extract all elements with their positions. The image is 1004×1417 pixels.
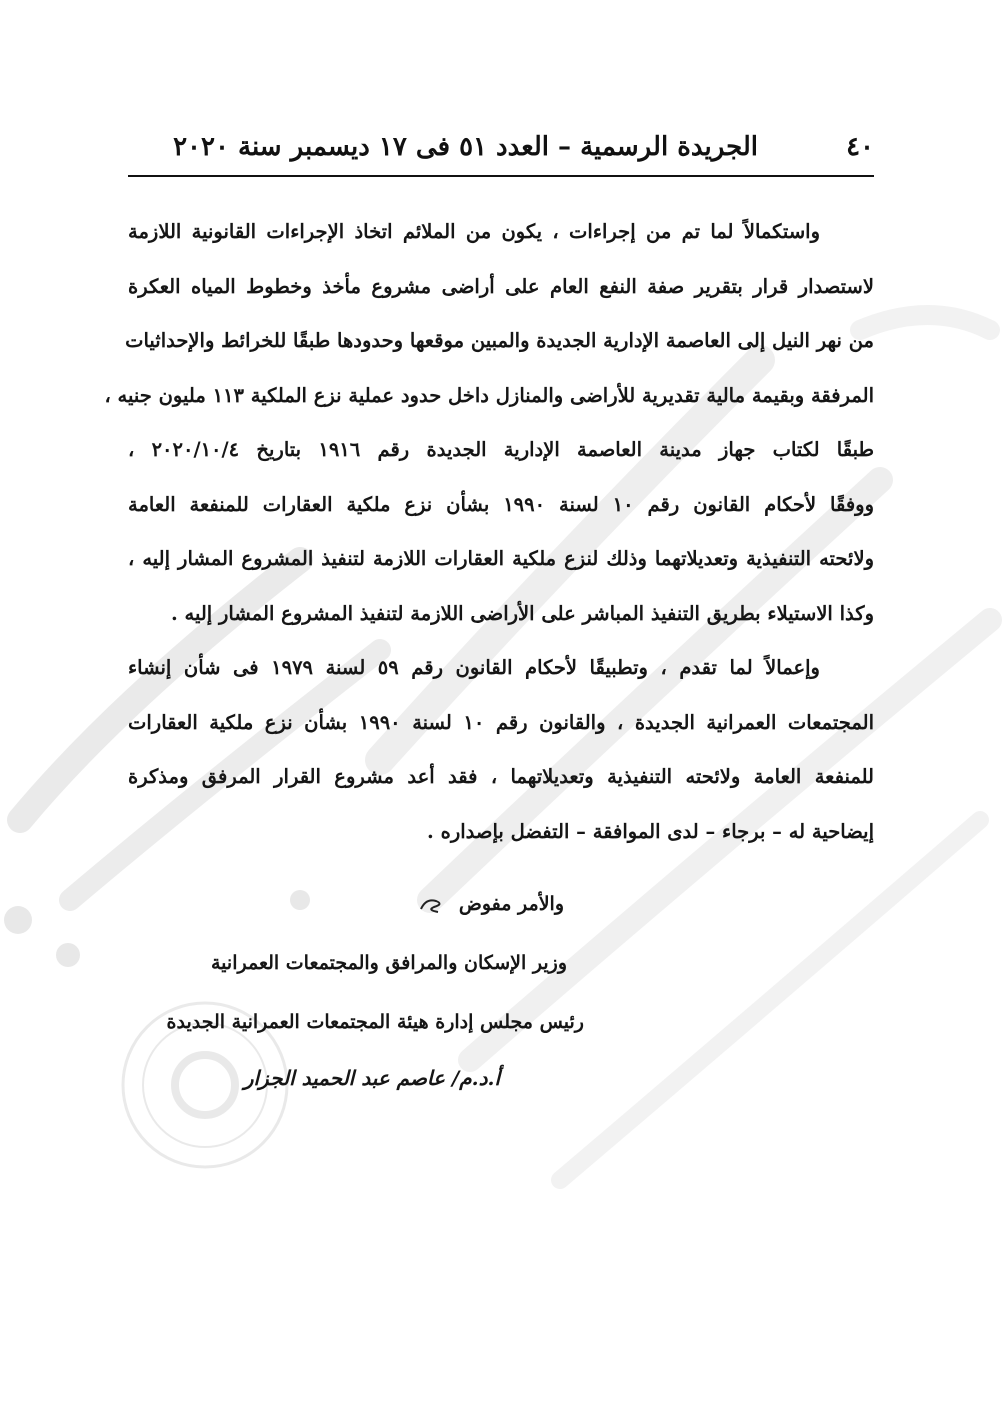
closing-phrase-block [418, 893, 564, 915]
body-line: المرفقة وبقيمة مالية تقديرية للأراضى والمنازل داخل حدود عملية نزع الملكية ١١٣ مليون جنيه ، [104, 383, 874, 407]
minister-title: وزير الإسكان والمرافق والمجتمعات العمرانية [210, 952, 567, 974]
gazette-header-title: الجريدة الرسمية – العدد ٥١ فى ١٧ ديسمبر سنة ٢٠٢٠ [173, 132, 758, 162]
header-divider [128, 175, 874, 177]
body-line: من نهر النيل إلى العاصمة الإدارية الجديدة والمبين موقعها وحدودها طبقًا للخرائط والإحداثيات [125, 329, 874, 352]
body-line: طبقًا لكتاب جهاز مدينة العاصمة الإدارية الجديدة رقم ١٩١٦ بتاريخ ٢٠٢٠/١٠/٤ ، [128, 438, 874, 461]
page-number: ٤٠ [846, 132, 874, 162]
body-line: وإعمالاً لما تقدم ، وتطبيقًا لأحكام القانون رقم ٥٩ لسنة ١٩٧٩ فى شأن إنشاء [128, 656, 820, 679]
body-line: للمنفعة العامة ولائحته التنفيذية وتعديلاتهما ، فقد أعد مشروع القرار المرفق ومذكرة [128, 765, 874, 788]
body-line: المجتمعات العمرانية الجديدة ، والقانون رقم ١٠ لسنة ١٩٩٠ بشأن نزع ملكية العقارات [128, 710, 874, 734]
body-line: وكذا الاستيلاء بطريق التنفيذ المباشر على الأراضى اللازمة لتنفيذ المشروع المشار إليه . [170, 601, 874, 625]
body-line: ووفقًا لأحكام القانون رقم ١٠ لسنة ١٩٩٠ بشأن نزع ملكية العقارات للمنفعة العامة [128, 492, 874, 516]
body-line: إيضاحية له – برجاء – لدى الموافقة – التفضل بإصداره . [427, 819, 874, 843]
body-line: ولائحته التنفيذية وتعديلاتهما وذلك لنزع ملكية العقارات اللازمة لتنفيذ المشروع المشار إليه ، [128, 547, 874, 570]
body-line: لاستصدار قرار بتقرير صفة النفع العام على أراضى مشروع مأخذ وخطوط المياه العكرة [128, 274, 874, 298]
signature-mark-icon [418, 895, 446, 915]
body-line: واستكمالاً لما تم من إجراءات ، يكون من الملائم اتخاذ الإجراءات القانونية اللازمة [128, 220, 820, 243]
closing-phrase: والأمر مفوض [458, 893, 564, 915]
document-body [104, 205, 874, 859]
board-chair-title: رئيس مجلس إدارة هيئة المجتمعات العمرانية الجديدة [166, 1011, 584, 1033]
page-header [128, 128, 874, 168]
signatory-name: أ.د.م/ عاصم عبد الحميد الجزار [243, 1066, 500, 1090]
